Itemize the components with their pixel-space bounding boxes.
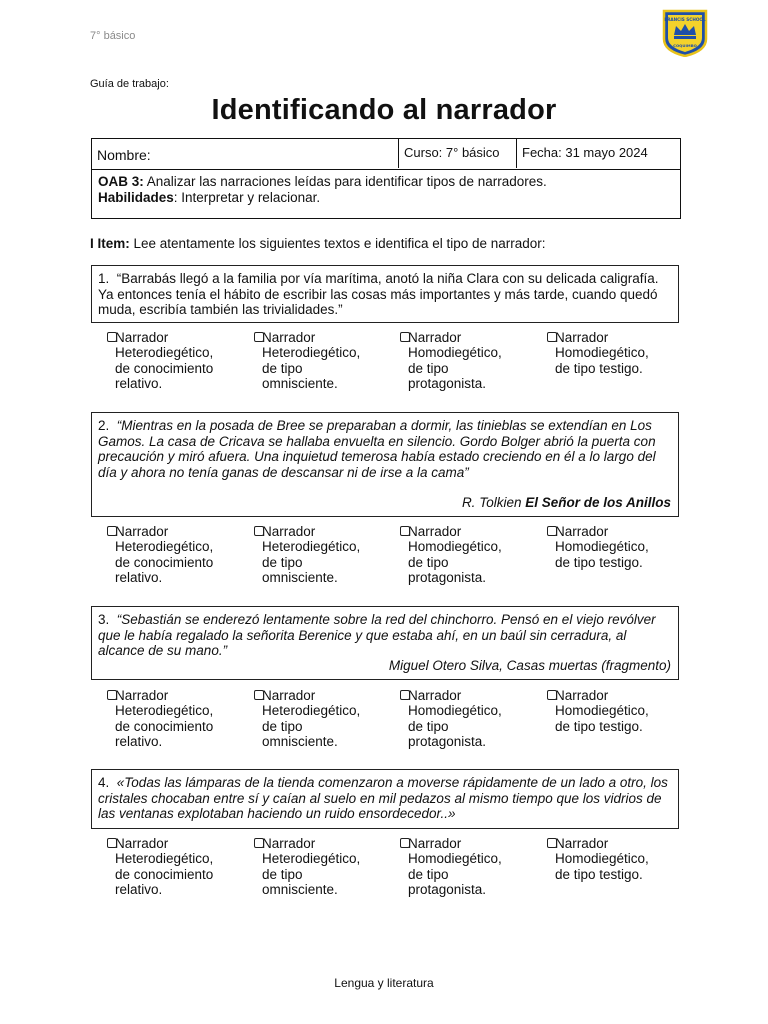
- checkbox[interactable]: [107, 526, 117, 536]
- question-4-box: [91, 769, 679, 829]
- q1-option-hetero-omnisciente[interactable]: Narrador Heterodiegético, de tipo omnisciente.: [246, 330, 386, 392]
- instructions-text: Lee atentamente los siguientes textos e identifica el tipo de narrador:: [129, 236, 546, 251]
- checkbox[interactable]: [547, 838, 557, 848]
- checkbox[interactable]: [107, 838, 117, 848]
- q4-option-hetero-omnisciente[interactable]: Narrador Heterodiegético, de tipo omnisciente.: [246, 836, 386, 898]
- q4-option-homo-protagonista[interactable]: Narrador Homodiegético, de tipo protagonista.: [392, 836, 532, 898]
- checkbox[interactable]: [107, 690, 117, 700]
- skills-text: : Interpretar y relacionar.: [173, 190, 321, 205]
- instructions: [90, 236, 546, 251]
- question-1-box: [91, 265, 679, 323]
- checkbox[interactable]: [107, 332, 117, 342]
- question-3-box: [91, 606, 679, 680]
- header-form-table: [91, 138, 681, 219]
- question-2-source: [462, 495, 671, 511]
- checkbox[interactable]: [547, 526, 557, 536]
- checkbox[interactable]: [400, 690, 410, 700]
- footer: Lengua y literatura: [334, 976, 434, 990]
- q4-option-homo-testigo[interactable]: Narrador Homodiegético, de tipo testigo.: [539, 836, 679, 882]
- checkbox[interactable]: [547, 690, 557, 700]
- question-3-source: Miguel Otero Silva, Casas muertas (fragmento): [388, 658, 671, 673]
- checkbox[interactable]: [400, 838, 410, 848]
- logo-subtext: COQUIMBO: [673, 43, 697, 48]
- checkbox[interactable]: [254, 690, 264, 700]
- checkbox[interactable]: [400, 526, 410, 536]
- q2-option-homo-testigo[interactable]: Narrador Homodiegético, de tipo testigo.: [539, 524, 679, 570]
- q2-option-homo-protagonista[interactable]: Narrador Homodiegético, de tipo protagonista.: [392, 524, 532, 586]
- skills-line: [98, 190, 547, 206]
- question-4-number: 4.: [98, 775, 110, 790]
- question-1-text: “Barrabás llegó a la familia por vía marítima, anotó la niña Clara con su delicada caligrafía. Ya entonces tenía el hábito de escribir las cosas más importantes y más tarde, cuando quedó muda, escribía también las trivialidades.”: [98, 271, 659, 318]
- question-1-number: 1.: [98, 271, 110, 286]
- q2-option-hetero-relativo[interactable]: Narrador Heterodiegético, de conocimiento relativo.: [99, 524, 239, 586]
- q2-option-hetero-omnisciente[interactable]: Narrador Heterodiegético, de tipo omnisciente.: [246, 524, 386, 586]
- q1-option-hetero-relativo[interactable]: Narrador Heterodiegético, de conocimiento relativo.: [99, 330, 239, 392]
- course-field: Curso: 7° básico: [398, 139, 516, 168]
- q4-option-hetero-relativo[interactable]: Narrador Heterodiegético, de conocimiento relativo.: [99, 836, 239, 898]
- page-title: Identificando al narrador: [211, 94, 557, 126]
- checkbox[interactable]: [400, 332, 410, 342]
- q3-option-hetero-relativo[interactable]: Narrador Heterodiegético, de conocimiento relativo.: [99, 688, 239, 750]
- q3-option-hetero-omnisciente[interactable]: Narrador Heterodiegético, de tipo omnisciente.: [246, 688, 386, 750]
- instructions-label: I Item:: [90, 236, 130, 251]
- name-field[interactable]: Nombre:: [97, 147, 151, 163]
- oab-label: OAB 3:: [98, 174, 144, 189]
- checkbox[interactable]: [254, 838, 264, 848]
- objectives: [98, 174, 547, 206]
- checkbox[interactable]: [254, 526, 264, 536]
- guide-label: Guía de trabajo:: [90, 78, 169, 90]
- q3-option-homo-protagonista[interactable]: Narrador Homodiegético, de tipo protagonista.: [392, 688, 532, 750]
- logo-text: FRANCIS SCHOOL: [664, 17, 706, 22]
- question-4-text: «Todas las lámparas de la tienda comenzaron a moverse rápidamente de un lado a otro, los cristales chocaban entre sí y caían al suelo en mil pedazos al mismo tiempo que los vidrios de las ventanas explotaban haciendo un ruido ensordecedor..»: [98, 775, 668, 822]
- question-3-number: 3.: [98, 612, 110, 627]
- skills-label: Habilidades: [98, 190, 174, 205]
- question-3-text: “Sebastián se enderezó lentamente sobre la red del chinchorro. Pensó en el viejo revólver que le había regalado la señorita Berenice y que estaba ahí, en un baúl sin cerradura, al alcance de su mano.”: [98, 612, 656, 659]
- checkbox[interactable]: [547, 332, 557, 342]
- checkbox[interactable]: [254, 332, 264, 342]
- oab-text: Analizar las narraciones leídas para identificar tipos de narradores.: [143, 174, 547, 189]
- date-field: Fecha: 31 mayo 2024: [516, 139, 680, 168]
- grade-label: 7° básico: [90, 30, 136, 42]
- question-2-book: El Señor de los Anillos: [525, 495, 671, 510]
- question-2-text: “Mientras en la posada de Bree se preparaban a dormir, las tinieblas se extendían en Los Gamos. La casa de Cricava se hallaba envuelta en silencio. Gordo Bolger abrió la puerta con precaución y miró afuera. Una inquietud temerosa había estado creciendo en él a lo largo del día y ahora no tenía ganas de descansar ni de irse a la cama”: [98, 418, 656, 480]
- q1-option-homo-protagonista[interactable]: Narrador Homodiegético, de tipo protagonista.: [392, 330, 532, 392]
- q1-option-homo-testigo[interactable]: Narrador Homodiegético, de tipo testigo.: [539, 330, 679, 376]
- oab-line: [98, 174, 547, 190]
- header-form-row: [92, 139, 680, 170]
- question-2-author: R. Tolkien: [461, 495, 526, 510]
- question-2-box: [91, 412, 679, 517]
- question-2-number: 2.: [98, 418, 110, 433]
- school-logo: [662, 9, 708, 57]
- q3-option-homo-testigo[interactable]: Narrador Homodiegético, de tipo testigo.: [539, 688, 679, 734]
